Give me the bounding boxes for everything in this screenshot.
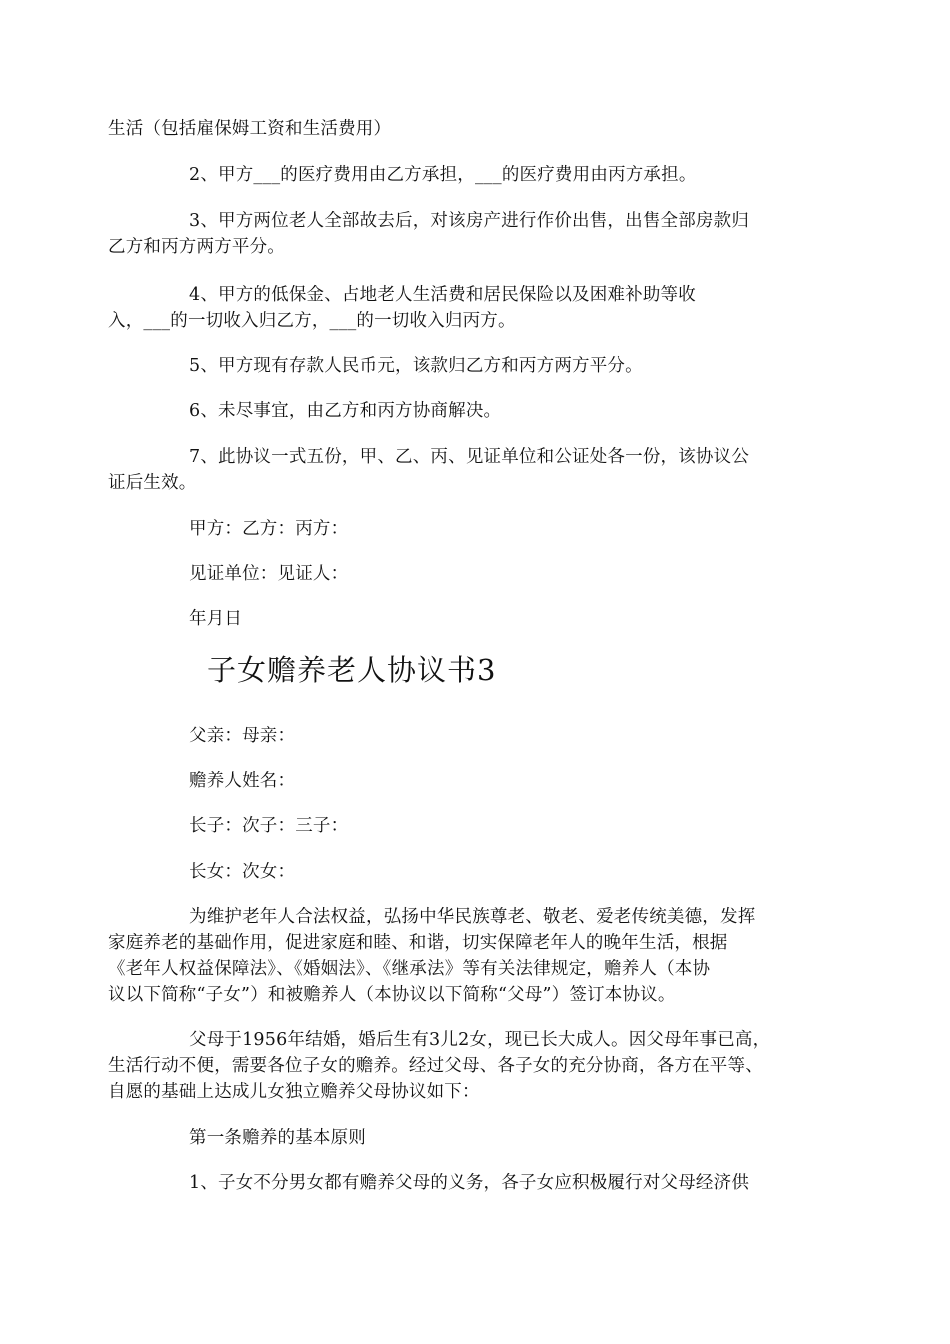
paragraph-line: 2、甲方___的医疗费用由乙方承担，___的医疗费用由丙方承担。 bbox=[189, 165, 697, 185]
paragraph-line: 5、甲方现有存款人民币元，该款归乙方和丙方两方平分。 bbox=[189, 356, 643, 376]
paragraph-line: 家庭养老的基础作用，促进家庭和睦、和谐，切实保障老年人的晚年生活，根据 bbox=[108, 933, 728, 953]
paragraph-line: 生活行动不便，需要各位子女的赡养。经过父母、各子女的充分协商，各方在平等、 bbox=[108, 1056, 763, 1076]
witness-line: 见证单位：见证人： bbox=[189, 564, 349, 584]
article-heading: 第一条赡养的基本原则 bbox=[189, 1128, 366, 1148]
paragraph-line: 3、甲方两位老人全部故去后，对该房产进行作价出售，出售全部房款归 bbox=[189, 211, 750, 231]
paragraph-line: 《老年人权益保障法》、《婚姻法》、《继承法》等有关法律规定，赡养人（本协 bbox=[108, 959, 711, 979]
paragraph-line: 证后生效。 bbox=[108, 473, 197, 493]
paragraph-line: 赡养人姓名： bbox=[189, 771, 296, 791]
paragraph-line: 长子：次子：三子： bbox=[189, 816, 349, 836]
paragraph-line: 父母于1956年结婚，婚后生有3儿2女，现已长大成人。因父母年事已高， bbox=[189, 1030, 771, 1050]
paragraph-line: 自愿的基础上达成儿女独立赡养父母协议如下： bbox=[108, 1082, 480, 1102]
paragraph-line: 7、此协议一式五份，甲、乙、丙、见证单位和公证处各一份，该协议公 bbox=[189, 447, 750, 467]
paragraph-line: 1、子女不分男女都有赡养父母的义务，各子女应积极履行对父母经济供 bbox=[189, 1173, 750, 1193]
paragraph-line: 为维护老年人合法权益，弘扬中华民族尊老、敬老、爱老传统美德，发挥 bbox=[189, 907, 756, 927]
paragraph-line: 议以下简称“子女”）和被赡养人（本协议以下简称“父母”）签订本协议。 bbox=[108, 985, 676, 1005]
paragraph-line: 乙方和丙方两方平分。 bbox=[108, 237, 285, 257]
date-line: 年月日 bbox=[189, 609, 243, 629]
paragraph-line: 父亲：母亲： bbox=[189, 726, 296, 746]
paragraph-line: 入，___的一切收入归乙方，___的一切收入归丙方。 bbox=[108, 311, 516, 331]
paragraph-line: 4、甲方的低保金、占地老人生活费和居民保险以及困难补助等收 bbox=[189, 285, 696, 305]
paragraph-line: 生活（包括雇保姆工资和生活费用） bbox=[108, 119, 392, 139]
paragraph-line: 长女：次女： bbox=[189, 862, 296, 882]
section-title: 子女赡养老人协议书3 bbox=[207, 653, 497, 687]
paragraph-line: 6、未尽事宜，由乙方和丙方协商解决。 bbox=[189, 401, 502, 421]
signature-line: 甲方：乙方：丙方： bbox=[189, 519, 349, 539]
